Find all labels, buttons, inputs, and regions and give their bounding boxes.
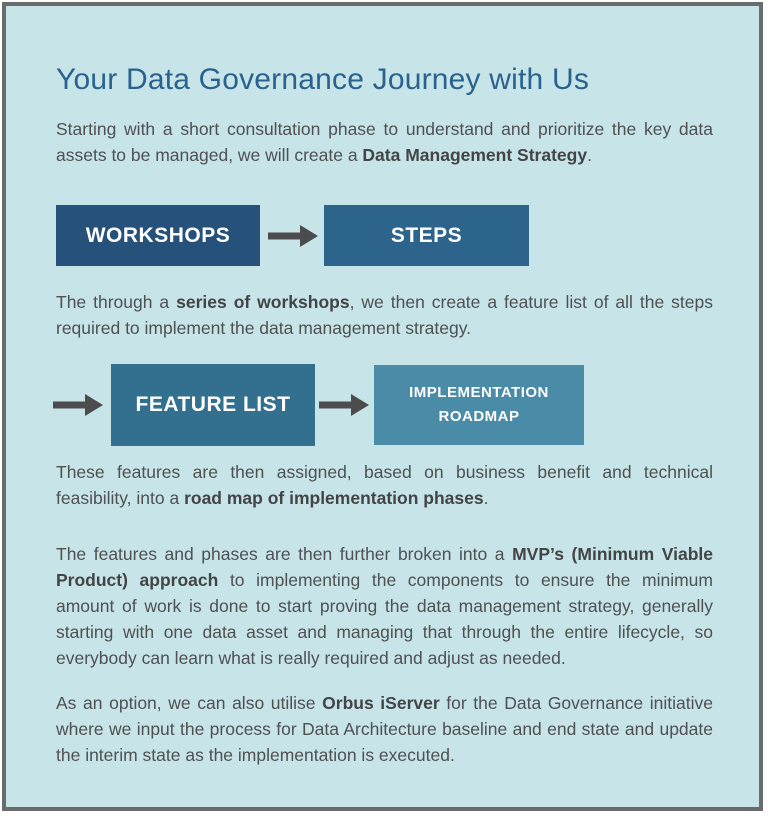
arrow-right-icon (53, 392, 103, 418)
implementation-roadmap-box (374, 365, 584, 445)
workshops-box (56, 205, 260, 266)
workshops-paragraph: The through a series of workshops, we then create a feature list of all the steps required to implement the data management strategy. (56, 292, 714, 338)
document-frame (2, 2, 763, 811)
diagram-row-workshops-steps (56, 205, 713, 266)
diagram-row-featurelist-roadmap (53, 364, 713, 446)
arrow-right-icon (268, 223, 318, 249)
page-title: Your Data Governance Journey with Us (56, 63, 590, 96)
features-paragraph: These features are then assigned, based on business benefit and technical feasibility, into a road map of implementation phases. (56, 462, 713, 508)
feature-list-box (111, 364, 315, 446)
feature-list-box-label: FEATURE LIST (135, 393, 291, 416)
intro-paragraph: Starting with a short consultation phase to understand and prioritize the key data assets to be managed, we will create a Data Management Strategy. (56, 119, 713, 165)
steps-box (324, 205, 529, 266)
implementation-roadmap-box-label: IMPLEMENTATION ROADMAP (409, 384, 549, 425)
workshops-box-label: WORKSHOPS (85, 223, 231, 247)
iserver-paragraph: As an option, we can also utilise Orbus iServer for the Data Governance initiative where we input the process for Data Architecture baseline and end state and update the interim state as the implementation is executed. (56, 693, 713, 765)
mvp-paragraph: The features and phases are then further broken into a MVP’s (Minimum Viable Product) approach to implementing the components to ensure the minimum amount of work is done to start proving the data management strategy, generally starting with one data asset and managing that through the entire lifecycle, so everybody can learn what is really required and adjust as needed. (56, 544, 713, 668)
steps-box-label: STEPS (390, 223, 463, 247)
arrow-right-icon (319, 392, 369, 418)
